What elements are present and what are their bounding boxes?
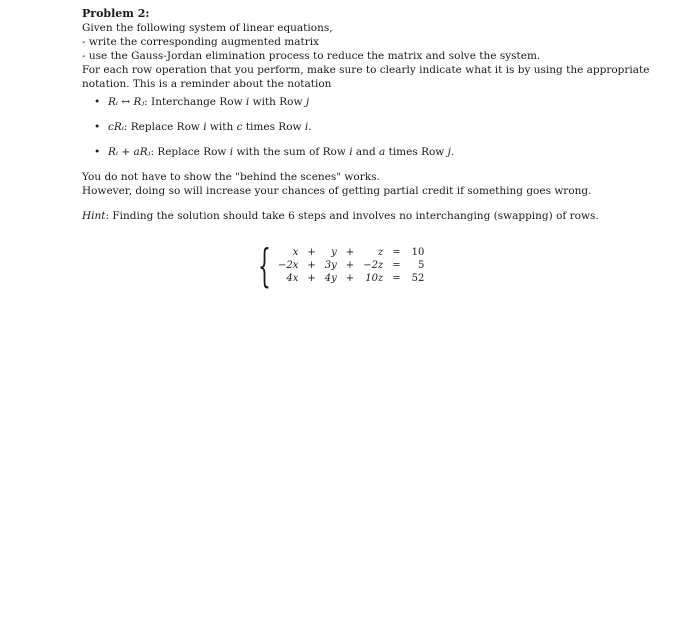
equation-row: −2x + 3y + −2z = 5 — [278, 260, 425, 271]
notation-scale: • cRᵢ: Replace Row i with c times Row i. — [94, 121, 312, 133]
note-line-1: You do not have to show the "behind the scenes" works. — [82, 171, 380, 183]
notation-replace-sum: • Rᵢ + aRⱼ: Replace Row i with the sum of Row i and a times Row j. — [94, 146, 455, 158]
hint-label: Hint — [82, 210, 106, 222]
problem-intro: Given the following system of linear equations, — [82, 22, 333, 34]
equation-table — [274, 246, 428, 285]
problem-document — [82, 7, 650, 223]
instructions-line-2: notation. This is a reminder about the notation — [82, 78, 332, 90]
notation-symbol: Rᵢ ↔ Rⱼ — [108, 96, 145, 108]
problem-title: Problem 2: — [82, 7, 150, 20]
bullet-icon: • — [94, 146, 101, 158]
hint-text: : Finding the solution should take 6 steps and involves no interchanging (swapping) of rows. — [105, 210, 599, 222]
bullet-icon: • — [94, 96, 101, 108]
notation-interchange: • Rᵢ ↔ Rⱼ: Interchange Row i with Row j — [94, 96, 310, 108]
left-brace-icon: { — [258, 239, 271, 292]
notation-symbol: cRᵢ — [108, 121, 124, 133]
equation-row: 4x + 4y + 10z = 52 — [286, 273, 425, 284]
problem-step-1: - write the corresponding augmented matrix — [82, 36, 320, 48]
notation-symbol: Rᵢ + aRⱼ — [108, 146, 151, 158]
note-line-2: However, doing so will increase your chances of getting partial credit if something goes wrong. — [82, 185, 592, 197]
equation-row: x + y + z = 10 — [292, 247, 425, 258]
notation-list — [82, 95, 642, 159]
bullet-icon: • — [94, 121, 101, 133]
problem-step-2: - use the Gauss-Jordan elimination process to reduce the matrix and solve the system. — [82, 50, 541, 62]
hint — [82, 209, 642, 223]
instructions-line-1: For each row operation that you perform, make sure to clearly indicate what it is by using the appropriate — [82, 64, 650, 76]
linear-system — [258, 239, 458, 292]
